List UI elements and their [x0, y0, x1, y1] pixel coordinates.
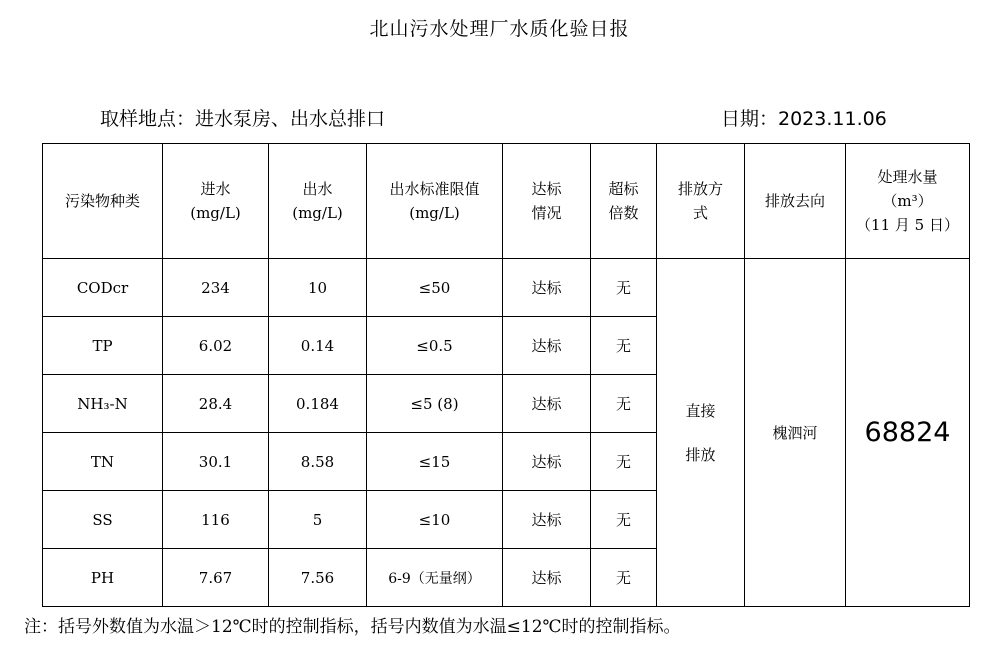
cell-outflow: 7.56: [269, 549, 367, 607]
header-inflow: 进水 (mg/L): [163, 144, 269, 259]
report-date: 日期：2023.11.06: [721, 108, 887, 130]
table-header-row: [43, 144, 970, 259]
header-volume: 处理水量 （m³） （11 月 5 日）: [846, 144, 970, 259]
sampling-location: 取样地点：进水泵房、出水总排口: [100, 108, 386, 130]
cell-outflow: 0.14: [269, 317, 367, 375]
cell-exceed: 无: [591, 549, 657, 607]
cell-exceed: 无: [591, 375, 657, 433]
cell-exceed: 无: [591, 433, 657, 491]
cell-inflow: 6.02: [163, 317, 269, 375]
cell-pollutant: NH₃-N: [43, 375, 163, 433]
header-destination: 排放去向: [745, 144, 846, 259]
header-exceed: 超标 倍数: [591, 144, 657, 259]
cell-outflow: 0.184: [269, 375, 367, 433]
cell-pollutant: CODcr: [43, 259, 163, 317]
header-pollutant: 污染物种类: [43, 144, 163, 259]
header-compliance: 达标 情况: [503, 144, 591, 259]
cell-compliance: 达标: [503, 491, 591, 549]
cell-outflow: 8.58: [269, 433, 367, 491]
cell-inflow: 28.4: [163, 375, 269, 433]
header-outflow: 出水 (mg/L): [269, 144, 367, 259]
cell-pollutant: PH: [43, 549, 163, 607]
cell-inflow: 234: [163, 259, 269, 317]
cell-outflow: 10: [269, 259, 367, 317]
cell-limit: 6-9（无量纲）: [367, 549, 503, 607]
cell-compliance: 达标: [503, 433, 591, 491]
cell-treated-volume: 68824: [846, 259, 970, 607]
cell-exceed: 无: [591, 491, 657, 549]
report-title: 北山污水处理厂水质化验日报: [369, 18, 630, 40]
cell-inflow: 116: [163, 491, 269, 549]
cell-compliance: 达标: [503, 259, 591, 317]
cell-discharge-destination: 槐泗河: [745, 259, 846, 607]
cell-limit: ≤5 (8): [367, 375, 503, 433]
cell-pollutant: TP: [43, 317, 163, 375]
table-row: [43, 259, 970, 317]
cell-inflow: 30.1: [163, 433, 269, 491]
header-method: 排放方 式: [657, 144, 745, 259]
cell-exceed: 无: [591, 259, 657, 317]
cell-pollutant: SS: [43, 491, 163, 549]
cell-compliance: 达标: [503, 375, 591, 433]
cell-compliance: 达标: [503, 549, 591, 607]
cell-limit: ≤0.5: [367, 317, 503, 375]
cell-outflow: 5: [269, 491, 367, 549]
cell-compliance: 达标: [503, 317, 591, 375]
cell-exceed: 无: [591, 317, 657, 375]
header-limit: 出水标准限值 (mg/L): [367, 144, 503, 259]
cell-discharge-method: 直接 排放: [657, 259, 745, 607]
cell-inflow: 7.67: [163, 549, 269, 607]
cell-limit: ≤50: [367, 259, 503, 317]
cell-pollutant: TN: [43, 433, 163, 491]
cell-limit: ≤15: [367, 433, 503, 491]
water-quality-table: [42, 143, 970, 607]
cell-limit: ≤10: [367, 491, 503, 549]
footnote: 注：括号外数值为水温＞12℃时的控制指标，括号内数值为水温≤12℃时的控制指标。: [24, 617, 681, 637]
